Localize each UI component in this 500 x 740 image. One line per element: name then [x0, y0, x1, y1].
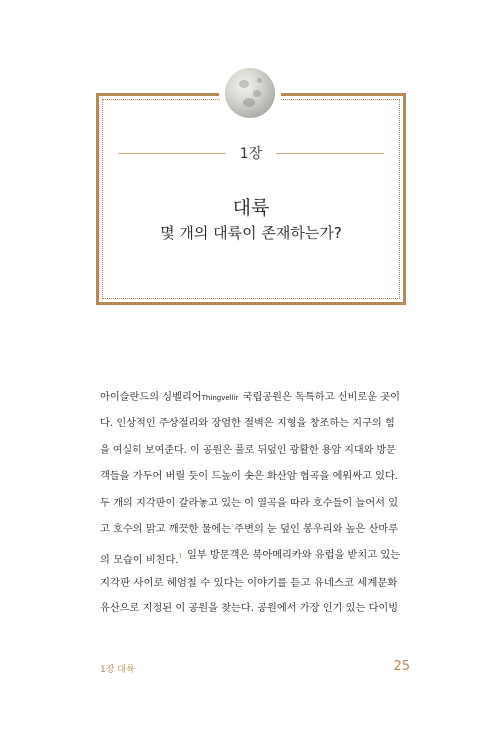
text-line	[100, 385, 400, 411]
chapter-subtitle: 몇 개의 대륙이 존재하는가?	[160, 224, 342, 242]
text-line	[100, 570, 400, 596]
chapter-title: 대륙	[232, 197, 270, 219]
text-run: 국립공원은 독특하고 신비로운 곳이	[242, 392, 400, 403]
text-line	[100, 543, 400, 569]
text-run: 두 개의 지각판이 갈라놓고 있는 이 열곡을 따라 호수들이 늘어서 있	[100, 497, 399, 509]
divider-right	[276, 153, 384, 154]
text-run: 의 모습이 비친다.	[100, 554, 179, 566]
text-line	[100, 438, 400, 464]
divider-left	[118, 153, 226, 154]
page-number: 25	[393, 659, 410, 674]
text-run: 고 호수의 맑고 깨끗한 물에는 주변의 눈 덮인 봉우리와 높은 산마루	[100, 523, 399, 535]
moon-icon	[225, 68, 275, 118]
text-run: 일부 방문객은 북아메리카와 유럽을 받치고 있는	[186, 550, 400, 562]
running-footer: 1장 대륙	[100, 665, 135, 675]
text-line	[100, 464, 400, 490]
text-line	[100, 411, 400, 437]
text-run: 유산으로 지정된 이 공원을 찾는다. 공원에서 가장 인기 있는 다이빙	[100, 603, 399, 615]
text-run: 객들을 가두어 버릴 듯이 드높이 솟은 화산암 협곡을 에워싸고 있다.	[100, 471, 399, 483]
text-line	[100, 491, 400, 517]
text-run: 을 여실히 보여준다. 이 공원은 풀로 뒤덮인 광활한 용암 지대와 방문	[100, 444, 396, 456]
text-run: 지각판 사이로 헤엄칠 수 있다는 이야기를 듣고 유네스코 세계문화	[100, 576, 398, 589]
footnote-marker[interactable]: 1	[178, 552, 183, 561]
text-line	[100, 596, 400, 622]
text-run-english: Thingvellir	[201, 394, 239, 402]
chapter-number-row	[118, 143, 384, 163]
body-paragraph	[100, 385, 400, 623]
text-run: 아이슬란드의 싱벨리어	[100, 392, 202, 403]
text-line	[100, 517, 400, 543]
text-run: 다. 인상적인 주상절리와 장엄한 절벽은 지형을 창조하는 지구의 힘	[100, 418, 395, 430]
chapter-number: 1장	[239, 146, 263, 162]
